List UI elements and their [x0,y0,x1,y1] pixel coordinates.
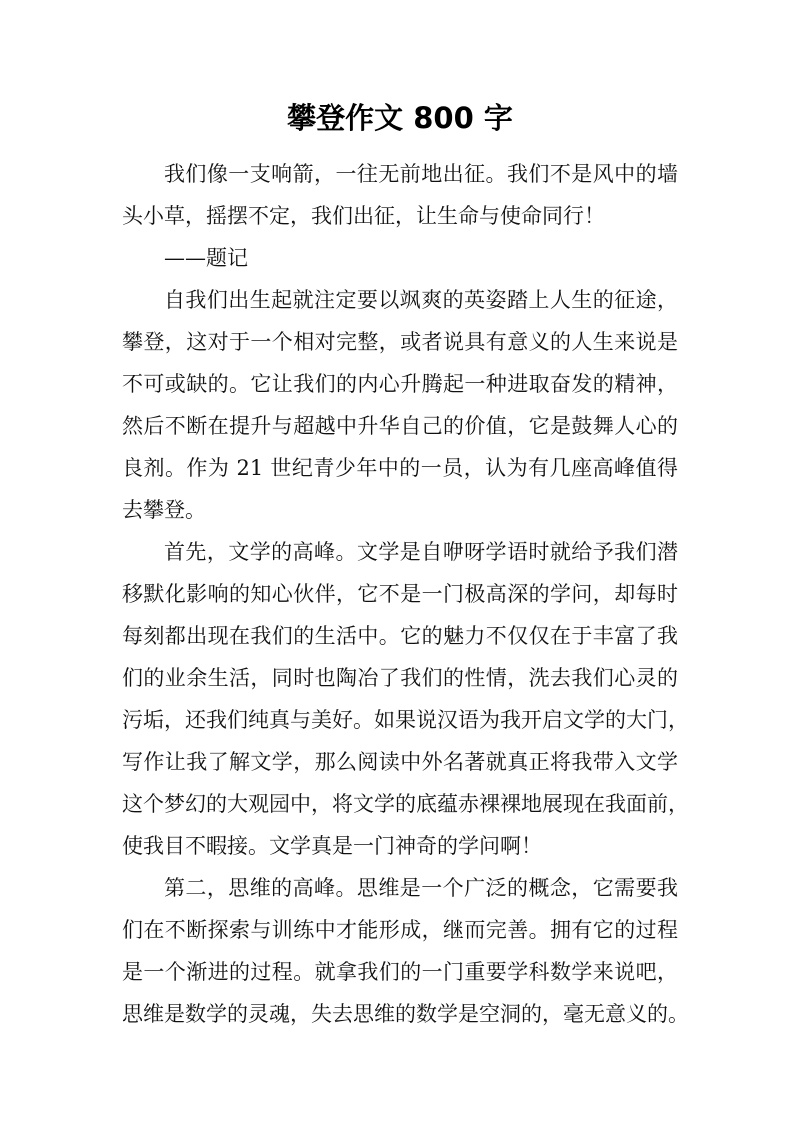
paragraph-line: 是一个渐进的过程。就拿我们的一门重要学科数学来说吧， [122,960,678,984]
paragraph-line: 写作让我了解文学，那么阅读中外名著就真正将我带入文学 [122,750,678,774]
paragraph-line: 第二，思维的高峰。思维是一个广泛的概念，它需要我 [164,876,678,900]
paragraph-line: 污垢，还我们纯真与美好。如果说汉语为我开启文学的大门， [122,708,689,732]
paragraph-line: 不可或缺的。它让我们的内心升腾起一种进取奋发的精神， [122,372,678,396]
paragraph-literature [122,531,689,867]
paragraph-line: 首先，文学的高峰。文学是自咿呀学语时就给予我们潜 [164,540,678,564]
paragraph-line: 头小草，摇摆不定，我们出征，让生命与使命同行！ [122,204,605,228]
paragraph-line: ——题记 [164,246,248,270]
paragraph-line: 攀登，这对于一个相对完整，或者说具有意义的人生来说是 [122,330,678,354]
paragraph-line: 去攀登。 [122,498,206,522]
paragraph-line: 们在不断探索与训练中才能形成，继而完善。拥有它的过程 [122,918,678,942]
paragraph-line: 使我目不暇接。文学真是一门神奇的学问啊！ [122,834,542,858]
document-body [122,153,689,1035]
paragraph-epigraph-attribution [122,237,678,279]
paragraph-epigraph [122,153,678,237]
paragraph-line: 然后不断在提升与超越中升华自己的价值，它是鼓舞人心的 [122,414,678,438]
paragraph-line: 良剂。作为 21 世纪青少年中的一员，认为有几座高峰值得 [122,456,678,480]
paragraph-line: 每刻都出现在我们的生活中。它的魅力不仅仅在于丰富了我 [122,624,678,648]
paragraph-line: 思维是数学的灵魂，失去思维的数学是空洞的，毫无意义的。 [122,1002,689,1026]
paragraph-line: 们的业余生活，同时也陶冶了我们的性情，洗去我们心灵的 [122,666,678,690]
paragraph-intro [122,279,678,531]
paragraph-line: 这个梦幻的大观园中，将文学的底蕴赤裸裸地展现在我面前， [122,792,689,816]
paragraph-thinking [122,867,689,1035]
paragraph-line: 我们像一支响箭，一往无前地出征。我们不是风中的墙 [164,162,678,186]
paragraph-line: 移默化影响的知心伙伴，它不是一门极高深的学问，却每时 [122,582,678,606]
document-title: 攀登作文 800 字 [287,101,513,135]
paragraph-line: 自我们出生起就注定要以飒爽的英姿踏上人生的征途， [164,288,678,312]
